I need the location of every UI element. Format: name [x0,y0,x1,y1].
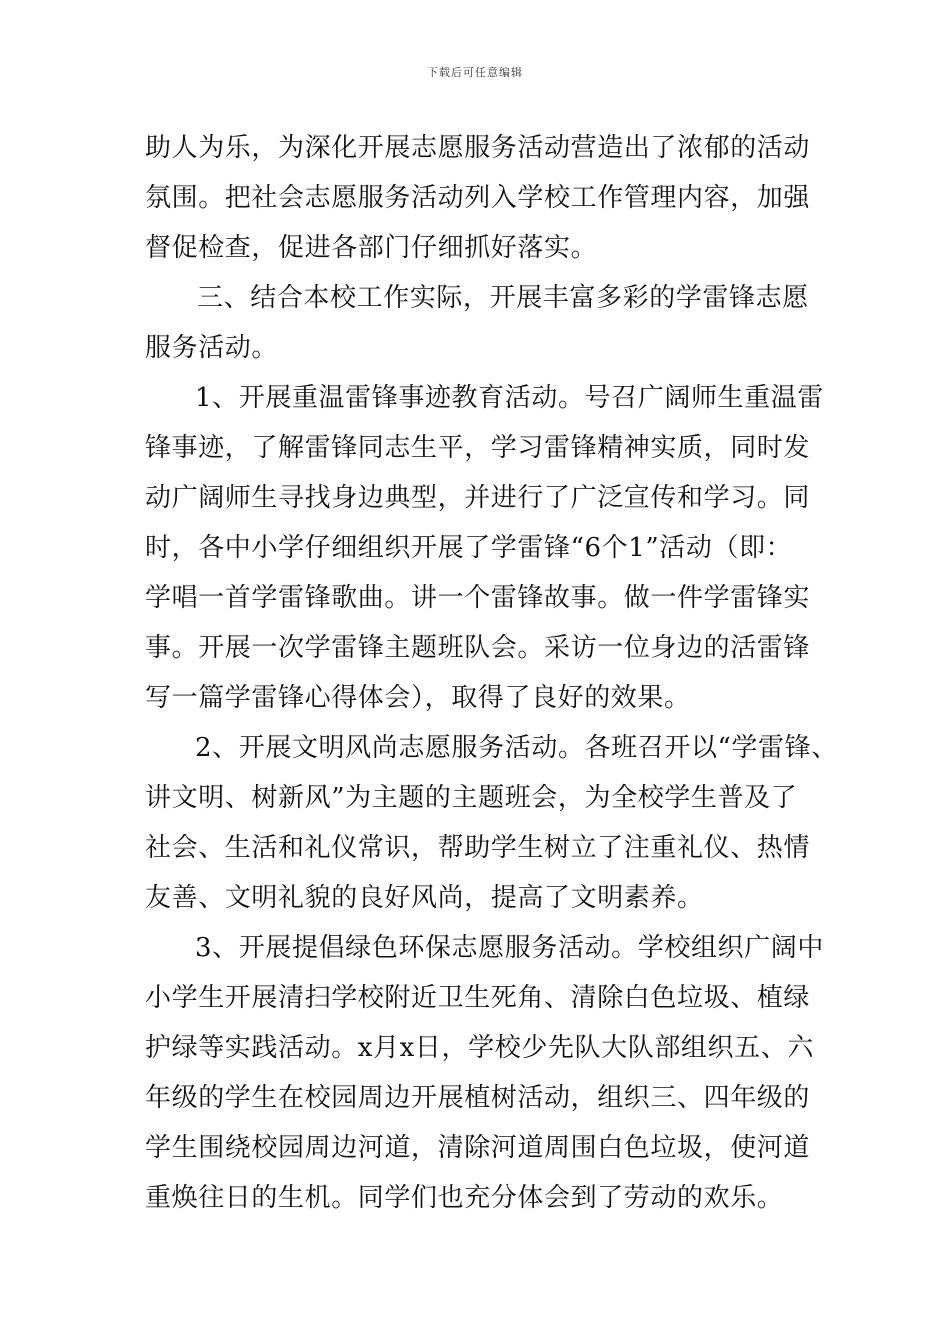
text-line: 学生围绕校园周边河道，清除河道周围白色垃圾，使河道 [145,1133,811,1163]
text-line: 锋事迹，了解雷锋同志生平，学习雷锋精神实质，同时发 [145,433,811,463]
section-heading: 服务活动。 [145,333,279,363]
text-line: 1、开展重温雷锋事迹教育活动。号召广阔师生重温雷 [195,383,824,413]
page-header: 下载后可任意编辑 [427,66,523,79]
text-line: 督促检查，促进各部门仔细抓好落实。 [145,233,598,263]
text-line: 护绿等实践活动。x月x日，学校少先队大队部组织五、六 [145,1033,814,1063]
text-line: 重焕往日的生机。同学们也充分体会到了劳动的欢乐。 [145,1183,784,1213]
text-line: 社会、生活和礼仪常识，帮助学生树立了注重礼仪、热情 [145,833,811,863]
text-line: 小学生开展清扫学校附近卫生死角、清除白色垃圾、植绿 [145,983,811,1013]
text-line: 助人为乐，为深化开展志愿服务活动营造出了浓郁的活动 [145,133,811,163]
text-line: 3、开展提倡绿色环保志愿服务活动。学校组织广阔中 [195,933,824,963]
section-heading: 三、结合本校工作实际，开展丰富多彩的学雷锋志愿 [197,283,809,313]
text-line: 2、开展文明风尚志愿服务活动。各班召开以“学雷锋、 [195,733,838,763]
text-line: 年级的学生在校园周边开展植树活动，组织三、四年级的 [145,1083,811,1113]
text-line: 氛围。把社会志愿服务活动列入学校工作管理内容，加强 [145,183,811,213]
text-line: 写一篇学雷锋心得体会），取得了良好的效果。 [145,683,691,713]
text-line: 讲文明、树新风”为主题的主题班会，为全校学生普及了 [145,783,798,813]
text-line: 学唱一首学雷锋歌曲。讲一个雷锋故事。做一件学雷锋实 [145,583,811,613]
text-line: 时，各中小学仔细组织开展了学雷锋“6个1”活动（即： [145,533,793,563]
text-line: 友善、文明礼貌的良好风尚，提高了文明素养。 [145,883,704,913]
text-line: 动广阔师生寻找身边典型，并进行了广泛宣传和学习。同 [145,483,811,513]
text-line: 事。开展一次学雷锋主题班队会。采访一位身边的活雷锋 [145,633,811,663]
